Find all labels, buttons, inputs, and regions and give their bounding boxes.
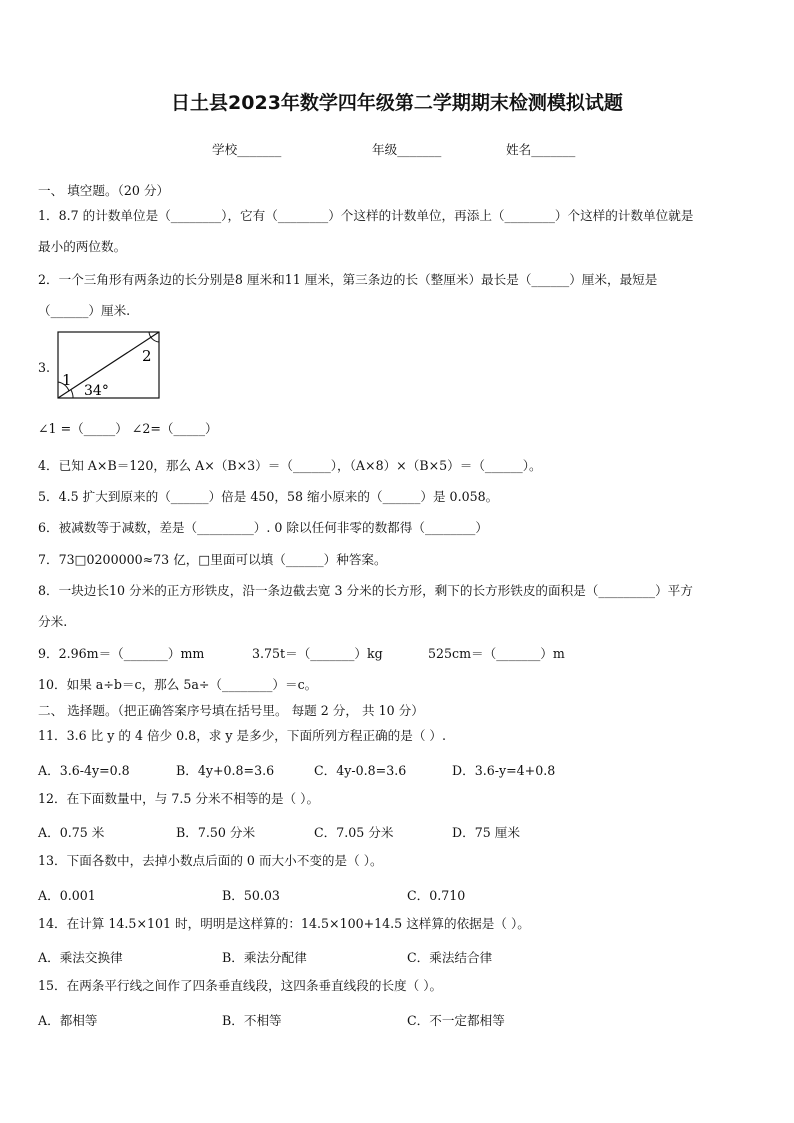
question-5: 5．4.5 扩大到原来的（______）倍是 450，58 缩小原来的（______）是 0.058。 bbox=[38, 489, 499, 504]
question-4: 4．已知 A×B＝120，那么 A×（B×3）＝（______），（A×8）×（B×5）＝（______）。 bbox=[38, 458, 542, 473]
question-12-stem: 12．在下面数量中，与 7.5 分米不相等的是（ ）。 bbox=[38, 791, 320, 806]
question-12-option-a[interactable]: A．0.75 米 bbox=[38, 825, 105, 840]
question-8-line-2: 分米. bbox=[38, 614, 68, 629]
name-field[interactable]: 姓名_______ bbox=[506, 142, 576, 157]
question-13-option-c[interactable]: C．0.710 bbox=[407, 888, 466, 903]
question-8-line-1: 8．一块边长10 分米的正方形铁皮，沿一条边截去宽 3 分米的长方形，剩下的长方形铁皮的面积是（_________）平方 bbox=[38, 583, 693, 598]
question-13-stem: 13．下面各数中，去掉小数点后面的 0 而大小不变的是（ ）。 bbox=[38, 853, 383, 868]
question-14-option-a[interactable]: A．乘法交换律 bbox=[38, 950, 123, 965]
question-9-part-b: 3.75t＝（_______）kg bbox=[252, 646, 383, 661]
question-9-part-c: 525cm＝（_______）m bbox=[428, 646, 565, 661]
question-1-line-2: 最小的两位数。 bbox=[38, 239, 127, 254]
question-14-option-b[interactable]: B．乘法分配律 bbox=[222, 950, 307, 965]
rectangle-angle-figure bbox=[56, 330, 162, 400]
angle-34-arc bbox=[71, 390, 73, 398]
question-14-stem: 14．在计算 14.5×101 时，明明是这样算的：14.5×100+14.5 这样算的依据是（ ）。 bbox=[38, 916, 530, 931]
question-11-stem: 11．3.6 比 y 的 4 倍少 0.8，求 y 是多少，下面所列方程正确的是（ ）. bbox=[38, 728, 447, 743]
angle-34-label: 34° bbox=[84, 383, 109, 399]
question-11-option-b[interactable]: B．4y+0.8=3.6 bbox=[176, 763, 275, 778]
question-15-option-c[interactable]: C．不一定都相等 bbox=[407, 1013, 505, 1028]
angle-2-label: 2 bbox=[142, 347, 152, 365]
question-6: 6．被减数等于减数，差是（_________）. 0 除以任何非零的数都得（________） bbox=[38, 520, 488, 535]
question-3-answers: ∠1 =（_____） ∠2=（_____） bbox=[38, 421, 218, 436]
section-2-heading: 二、 选择题。（把正确答案序号填在括号里。 每题 2 分， 共 10 分） bbox=[38, 703, 424, 718]
question-2-line-2: （______）厘米. bbox=[38, 303, 131, 318]
question-10: 10．如果 a÷b＝c，那么 5a÷（________）＝c。 bbox=[38, 677, 318, 692]
question-12-option-c[interactable]: C．7.05 分米 bbox=[314, 825, 394, 840]
question-11-option-a[interactable]: A．3.6-4y=0.8 bbox=[38, 763, 130, 778]
question-11-option-d[interactable]: D．3.6-y=4+0.8 bbox=[452, 763, 556, 778]
question-13-option-a[interactable]: A．0.001 bbox=[38, 888, 96, 903]
question-11-option-c[interactable]: C．4y-0.8=3.6 bbox=[314, 763, 407, 778]
question-14-option-c[interactable]: C．乘法结合律 bbox=[407, 950, 493, 965]
angle-1-label: 1 bbox=[62, 371, 72, 389]
section-1-heading: 一、 填空题。（20 分） bbox=[38, 183, 170, 198]
question-15-option-b[interactable]: B．不相等 bbox=[222, 1013, 282, 1028]
page-title: 日土县2023年数学四年级第二学期期末检测模拟试题 bbox=[171, 92, 623, 114]
grade-field[interactable]: 年级_______ bbox=[372, 142, 442, 157]
question-3-number: 3. bbox=[38, 360, 51, 375]
question-1-line-1: 1．8.7 的计数单位是（________），它有（________）个这样的计数单位，再添上（________）个这样的计数单位就是 bbox=[38, 208, 694, 223]
question-15-stem: 15．在两条平行线之间作了四条垂直线段，这四条垂直线段的长度（ ）。 bbox=[38, 978, 443, 993]
school-field[interactable]: 学校_______ bbox=[212, 142, 282, 157]
question-9-part-a: 9．2.96m＝（_______）mm bbox=[38, 646, 205, 661]
question-7: 7．73□0200000≈73 亿，□里面可以填（______）种答案。 bbox=[38, 552, 387, 567]
question-15-option-a[interactable]: A．都相等 bbox=[38, 1013, 98, 1028]
question-13-option-b[interactable]: B．50.03 bbox=[222, 888, 280, 903]
question-2-line-1: 2．一个三角形有两条边的长分别是8 厘米和11 厘米，第三条边的长（整厘米）最长是（______）厘米，最短是 bbox=[38, 272, 658, 287]
question-12-option-b[interactable]: B．7.50 分米 bbox=[176, 825, 256, 840]
question-12-option-d[interactable]: D．75 厘米 bbox=[452, 825, 520, 840]
